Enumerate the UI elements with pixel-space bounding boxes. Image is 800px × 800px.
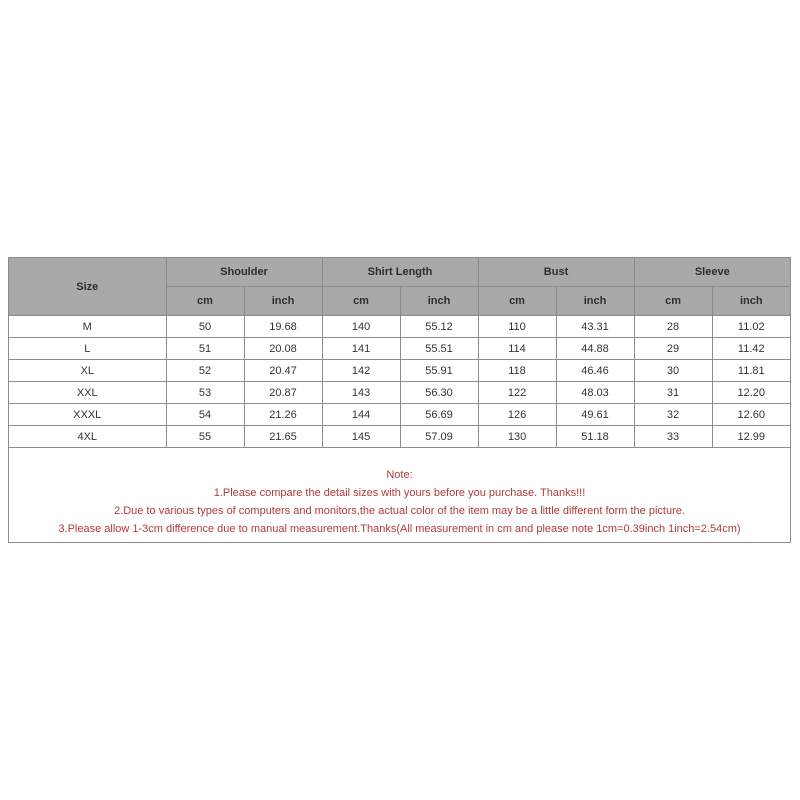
value-cell: 130	[478, 426, 556, 448]
size-cell: L	[9, 338, 166, 360]
value-cell: 28	[634, 316, 712, 338]
unit-header: inch	[712, 287, 790, 316]
table-row	[9, 360, 790, 382]
value-cell: 29	[634, 338, 712, 360]
value-cell: 118	[478, 360, 556, 382]
value-cell: 55.91	[400, 360, 478, 382]
value-cell: 114	[478, 338, 556, 360]
value-cell: 51.18	[556, 426, 634, 448]
value-cell: 140	[322, 316, 400, 338]
note-title: Note:	[386, 469, 413, 481]
value-cell: 145	[322, 426, 400, 448]
unit-header: cm	[634, 287, 712, 316]
shirt-length-header: Shirt Length	[322, 258, 478, 287]
bust-header: Bust	[478, 258, 634, 287]
value-cell: 44.88	[556, 338, 634, 360]
value-cell: 57.09	[400, 426, 478, 448]
value-cell: 51	[166, 338, 244, 360]
size-cell: XXXL	[9, 404, 166, 426]
table-row	[9, 316, 790, 338]
value-cell: 141	[322, 338, 400, 360]
table-row	[9, 426, 790, 448]
size-chart	[8, 257, 791, 543]
unit-header: inch	[556, 287, 634, 316]
value-cell: 126	[478, 404, 556, 426]
value-cell: 142	[322, 360, 400, 382]
value-cell: 11.42	[712, 338, 790, 360]
value-cell: 48.03	[556, 382, 634, 404]
value-cell: 12.99	[712, 426, 790, 448]
value-cell: 55.51	[400, 338, 478, 360]
size-cell: XL	[9, 360, 166, 382]
shoulder-header: Shoulder	[166, 258, 322, 287]
value-cell: 56.30	[400, 382, 478, 404]
value-cell: 20.47	[244, 360, 322, 382]
value-cell: 110	[478, 316, 556, 338]
value-cell: 32	[634, 404, 712, 426]
value-cell: 11.02	[712, 316, 790, 338]
value-cell: 30	[634, 360, 712, 382]
size-cell: 4XL	[9, 426, 166, 448]
note-line: 2.Due to various types of computers and monitors,the actual color of the item may be a little different form the picture.	[114, 505, 685, 517]
value-cell: 55	[166, 426, 244, 448]
table-row	[9, 404, 790, 426]
unit-header: cm	[322, 287, 400, 316]
value-cell: 143	[322, 382, 400, 404]
unit-header: cm	[478, 287, 556, 316]
size-cell: M	[9, 316, 166, 338]
value-cell: 43.31	[556, 316, 634, 338]
size-cell: XXL	[9, 382, 166, 404]
unit-header: inch	[244, 287, 322, 316]
value-cell: 19.68	[244, 316, 322, 338]
value-cell: 11.81	[712, 360, 790, 382]
value-cell: 20.08	[244, 338, 322, 360]
header-group-row	[9, 258, 790, 287]
value-cell: 56.69	[400, 404, 478, 426]
value-cell: 21.26	[244, 404, 322, 426]
table-body	[9, 316, 790, 448]
value-cell: 21.65	[244, 426, 322, 448]
size-table	[9, 258, 790, 448]
value-cell: 53	[166, 382, 244, 404]
value-cell: 49.61	[556, 404, 634, 426]
sleeve-header: Sleeve	[634, 258, 790, 287]
note-line: 3.Please allow 1-3cm difference due to manual measurement.Thanks(All measurement in cm and please note 1cm=0.39inch 1inch=2.54cm)	[58, 523, 741, 535]
table-row	[9, 382, 790, 404]
value-cell: 33	[634, 426, 712, 448]
notes-section	[9, 448, 790, 538]
table-row	[9, 338, 790, 360]
value-cell: 20.87	[244, 382, 322, 404]
unit-header: inch	[400, 287, 478, 316]
value-cell: 12.60	[712, 404, 790, 426]
value-cell: 50	[166, 316, 244, 338]
value-cell: 122	[478, 382, 556, 404]
value-cell: 144	[322, 404, 400, 426]
value-cell: 12.20	[712, 382, 790, 404]
value-cell: 55.12	[400, 316, 478, 338]
unit-header: cm	[166, 287, 244, 316]
value-cell: 31	[634, 382, 712, 404]
size-header: Size	[9, 258, 166, 316]
value-cell: 46.46	[556, 360, 634, 382]
note-line: 1.Please compare the detail sizes with yours before you purchase. Thanks!!!	[213, 487, 586, 499]
value-cell: 52	[166, 360, 244, 382]
value-cell: 54	[166, 404, 244, 426]
